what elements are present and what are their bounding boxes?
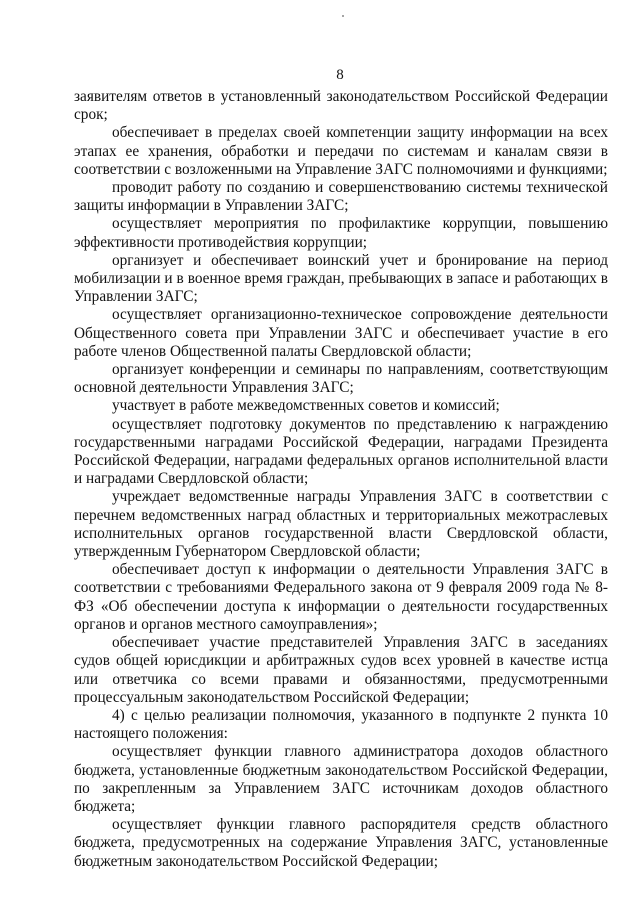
paragraph: осуществляет организационно-техническое сопровождение деятельности Общественного совета при Управлении ЗАГС и обеспечивает участие в его работе членов Общественной палаты Свердловской области;	[74, 306, 608, 360]
paragraph: обеспечивает в пределах своей компетенции защиту информации на всех этапах ее хранения, обработки и передачи по системам и каналам связи в соответствии с возложенными на Управление ЗАГС полномочиями и функциями;	[74, 124, 608, 178]
paragraph: осуществляет функции главного распорядителя средств областного бюджета, предусмотренных на содержание Управления ЗАГС, установленные бюджетным законодательством Российской Федерации;	[74, 816, 608, 870]
page-number: 8	[336, 67, 344, 83]
paragraph: осуществляет подготовку документов по представлению к награждению государственными наградами Российской Федерации, наградами Президента Российской Федерации, наградами федеральных органов исполнительной власти и наградами Свердловской области;	[74, 415, 608, 488]
paragraph: организует конференции и семинары по направлениям, соответствующим основной деятельности Управления ЗАГС;	[74, 361, 608, 397]
paragraph: осуществляет мероприятия по профилактике коррупции, повышению эффективности противодействия коррупции;	[74, 215, 608, 251]
paragraph: организует и обеспечивает воинский учет и бронирование на период мобилизации и в военное время граждан, пребывающих в запасе и работающих в Управлении ЗАГС;	[74, 251, 608, 306]
paragraph: проводит работу по созданию и совершенствованию системы технической защиты информации в Управлении ЗАГС;	[74, 179, 608, 215]
paragraph: участвует в работе межведомственных советов и комиссий;	[112, 397, 500, 415]
paragraph: учреждает ведомственные награды Управления ЗАГС в соответствии с перечнем ведомственных наград областных и территориальных межотраслевых исполнительных органов государственной власти Свердловской области, утвержденным Губернатором Свердловской области;	[74, 488, 608, 561]
paragraph-subpoint: 4) с целью реализации полномочия, указанного в подпункте 2 пункта 10 настоящего положения:	[74, 706, 608, 743]
paragraph: обеспечивает участие представителей Управления ЗАГС в заседаниях судов общей юрисдикции и арбитражных судов всех уровней в качестве истца или ответчика со всеми правами и обязанностями, предусмотренными процессуальным законодательством Российской Федерации;	[74, 634, 608, 706]
paragraph: обеспечивает доступ к информации о деятельности Управления ЗАГС в соответствии с требованиями Федерального закона от 9 февраля 2009 года № 8-ФЗ «Об обеспечении доступа к информации о деятельности государственных органов и органов местного самоуправления»;	[74, 561, 608, 633]
paragraph-continuation: заявителям ответов в установленный законодательством Российской Федерации срок;	[74, 88, 608, 124]
scan-artifact-dot	[342, 15, 344, 17]
paragraph: осуществляет функции главного администратора доходов областного бюджета, установленные бюджетным законодательством Российской Федерации, по закрепленным за Управлением ЗАГС источникам доходов областного бюджета;	[74, 743, 608, 815]
document-body	[74, 88, 608, 871]
